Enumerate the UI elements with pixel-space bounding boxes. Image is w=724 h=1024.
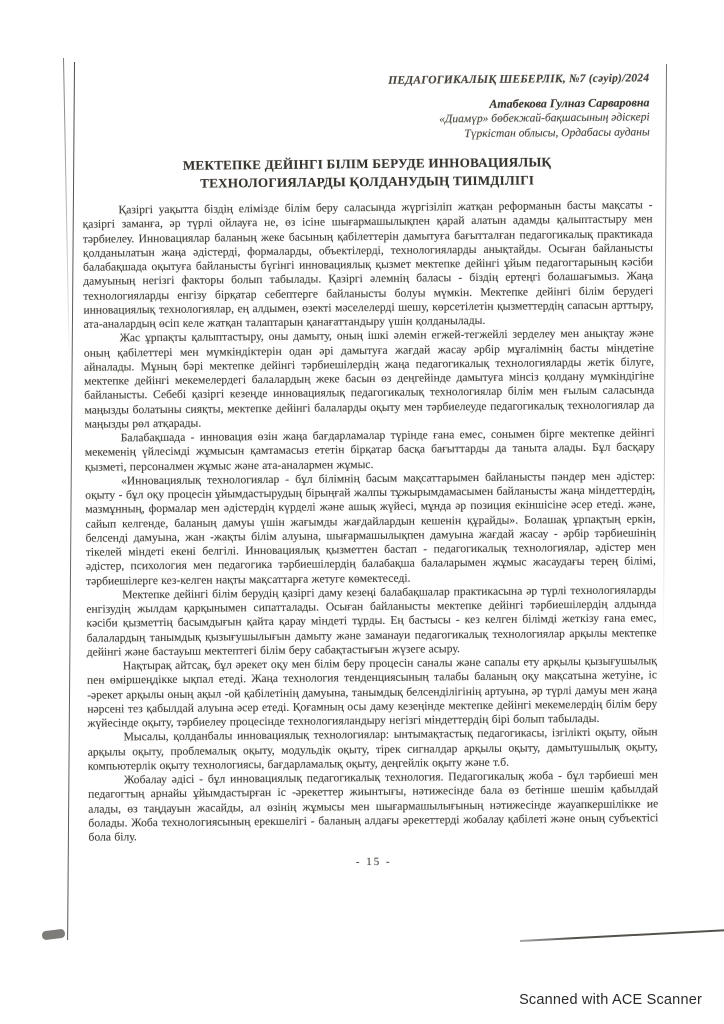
article-paragraph: Жас ұрпақты қалыптастыру, оны дамыту, оның ішкі әлемін егжей-тегжейлі зерделеу мен анықтау және оның қабілеттері мен мүмкіндіктерін одан әрі дамытуға жағдай жасау әрбір мұғалімнің басты міндетіне айналады. Мұның бәрі мектепке дейінгі тәрбиешілердің жаңа педагогикалық технологияларды жетік білуге, мектепке дейінгі мекемелердегі балалардың жеке басын өз деңгейінде дамытуға мінсіз қолдану мүмкіндігіне байланысты. Себебі қазіргі кезеңде инновациялық педагогикалық технологиялар білім мен ғылым саласында маңызды болатыны сияқты, мектепке дейінгі балаларды оқыту мен тәрбиелеуде педагогикалық технологиялар да маңызды рөл атқарады. bbox=[83, 326, 655, 431]
article-body bbox=[82, 198, 658, 845]
article-paragraph: Нақтырақ айтсақ, бұл әрекет оқу мен білім беру процесін саналы және сапалы ету арқылы қызығушылық пен өміршеңдікке ықпал етеді. Жаңа технология тенденциясының талабы баланың оқу мақсатына жетуіне, іс -әрекет арқылы оның ақыл -ой қабілетінің дамуына, танымдық белсенділігінің артуына, әр түрлі дамуы мен жаңа нәрсені тез қабылдай алуына әсер етеді. Қоғамның осы даму кезеңінде мектепке дейінгі мекемелердің білім беру жүйесінде оқыту, тәрбиелеу процесінде технологияландыру негізгі міндеттердің бірі болып табылады. bbox=[86, 654, 658, 730]
scanned-article bbox=[81, 67, 659, 871]
journal-header: ПЕДАГОГИКАЛЫҚ ШЕБЕРЛІК, №7 (сәуір)/2024 bbox=[388, 72, 650, 87]
author-block bbox=[81, 95, 649, 145]
article-paragraph: Жобалау әдісі - бұл инновациялық педагогикалық технология. Педагогикалық жоба - бұл тәрбиеші мен педагогтың арнайы ұйымдастырған іс -әрекеттер жиынтығы, нәтижесінде бала өз бетінше шешім қабылдай алады, өз таңдауын жасайды, ал өзінің жұмысы мен шығармашылығының нәтижесінде жауапкершілікке ие болады. Жоба технологиясының ерекшелігі - баланың алдағы әрекеттерді жобалау қабілеті және оның субъектісі бола білу. bbox=[88, 768, 659, 844]
article-title: МЕКТЕПКЕ ДЕЙІНГІ БІЛІМ БЕРУДЕ ИННОВАЦИЯЛЫҚ ТЕХНОЛОГИЯЛАРДЫ ҚОЛДАНУДЫҢ ТИІМДІЛІГІ bbox=[182, 154, 552, 191]
author-region: Түркістан облысы, Ордабасы ауданы bbox=[464, 126, 650, 141]
article-paragraph: Қазіргі уақытта біздің елімізде білім беру саласында жүргізіліп жатқан реформанын басты мақсаты - қазіргі заманға, әр түрлі ойлауға не, өз ісіне шығармашылықпен қарай алатын адамды қалыптастыру мен тәрбиелеу. Инновациялар баланың жеке басының қабілеттерін дамытуға бағытталған педагогикалық практикада қолданылатын жаңа әдістерді, формаларды, объектілерді, технологияларды анықтайды. Осыған байланысты балабақшада оқытуға байланысты бүгінгі инновациялық қызмет мектепке дейінгі ұйым педагогтарының кәсіби дамуының негізгі факторы болып табылады. Қазіргі әлемнің баласы - біздің ертеңгі болашағымыз. Жаңа технологияларды енгізу бірқатар себептерге байланысты болуы мүмкін. Мектепке дейінгі білім берудегі инновациялық технологиялар, ең алдымен, өзекті мәселелерді шешу, көрсетілетін қызметтердің сапасын арттыру, ата-аналардың өсіп келе жатқан талаптарын қанағаттандыру үшін қолданылады. bbox=[82, 198, 654, 331]
scan-edge-left-faint-line bbox=[63, 58, 70, 363]
article-paragraph: Мектепке дейінгі білім берудің қазіргі даму кезеңі балабақшалар практикасына әр түрлі технологияларды енгізудің жылдам қарқынымен сипатталады. Осыған байланысты мектепке дейінгі тәрбиешілердің алдында кәсіби қызметтің басымдығын қайта қарау міндеті тұрды. Ең бастысы - кез келген білімді жеткізу ғана емес, балалардың танымдық қызығушылығын дамыту және заманауи педагогикалық технологиялар арқылы мектепке дейінгі және бастауыш мектептегі білім беру сабақтастығын жүзеге асыру. bbox=[86, 583, 657, 659]
scan-edge-right-line bbox=[663, 64, 667, 639]
scanner-watermark-label: Scanned with ACE Scanner bbox=[519, 992, 702, 1008]
article-paragraph: Балабақшада - инновация өзін жаңа бағдарламалар түрінде ғана емес, сонымен бірге мектепке дейінгі мекеменің үйлесімді жұмысын қамтамасыз ететін бірқатар басқа бағыттарды да таныта алады. Бұл басқару қызметі, персоналмен жұмыс және ата-аналармен жұмыс. bbox=[84, 426, 655, 474]
article-paragraph: Мысалы, қолданбалы инновациялық технологиялар: ынтымақтастық педагогикасы, ізгілікті оқыту, ойын арқылы оқыту, проблемалық оқыту, модульдік оқыту, тірек сигналдар арқылы оқыту, дамытушылық оқыту, компьютерлік оқыту технологиясы, бағдарламалық оқыту, деңгейлік оқыту және т.б. bbox=[87, 725, 658, 773]
scan-edge-left-line bbox=[67, 62, 75, 940]
author-name: Атабекова Гулназ Сарваровна bbox=[489, 95, 650, 111]
page-number: - 15 - bbox=[355, 856, 392, 869]
scan-edge-bottom-line bbox=[520, 929, 724, 942]
article-paragraph: «Инновациялық технологиялар - бұл білімнің басым мақсаттарымен байланысты пәндер мен әдістер: оқыту - бұл оқу процесін ұйымдастырудың бірыңғай жалпы тұжырымдамасымен байланысты жаңа міндеттердің, мазмұнның, формалар мен әдістердің күрделі және ашық жүйесі, мұнда әр позиция екіншісіне әсер етеді. және, сайып келгенде, баланың дамуы үшін жағымды жағдайлардын кешенін құрайды». Болашақ ұрпақтың еркін, белсенді дамуына, жан -жақты білім алуына, шығармашылықпен дамуына жағдай жасау - әрбір тәрбиешінің тікелей міндеті екені белгілі. Инновациялық қызметтен бастап - педагогикалық технологиялар, әдістер мен әдістер, психология мен педагогика тәрбиешілердің балабақша балаларымен жұмыс жасаудағы терең білімі, тәрбиешілерге кез-келген нақты мақсаттарға жетуге көмектеседі. bbox=[85, 469, 656, 588]
scan-smudge-mark bbox=[42, 929, 66, 941]
author-affiliation: «Диамүр» бөбекжай-бақшасының әдіскері bbox=[439, 111, 650, 126]
